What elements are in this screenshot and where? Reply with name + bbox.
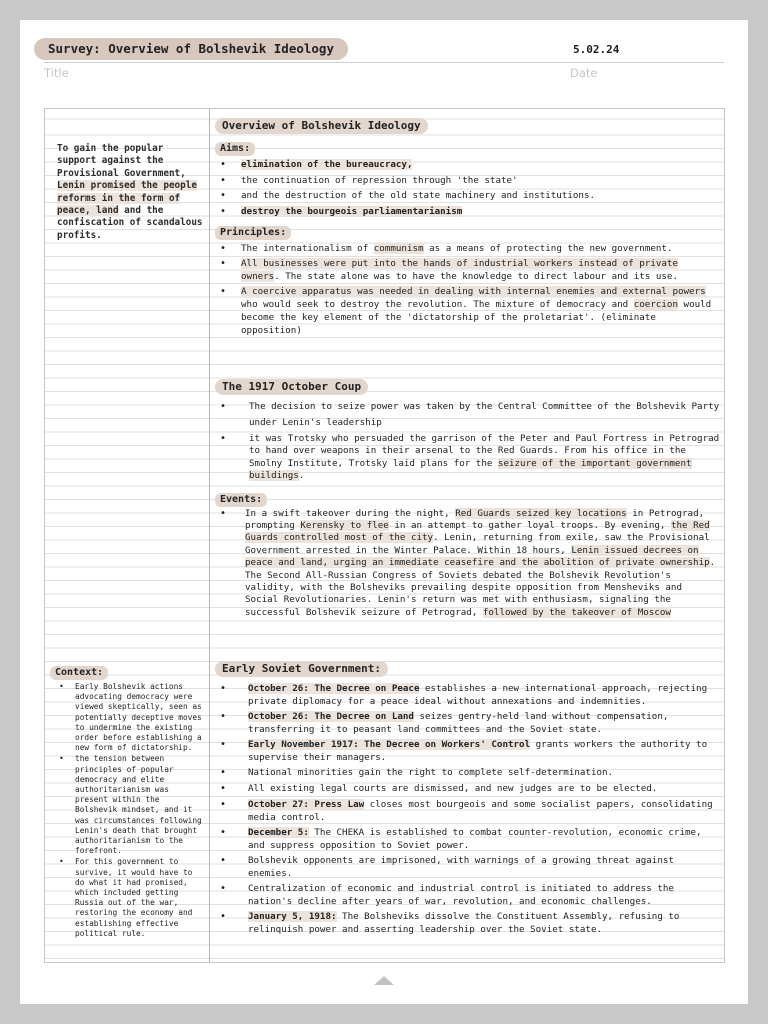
cue-note-text-3: and the confiscation of scandalous profits. [57, 205, 203, 241]
government-item: • Bolshevik opponents are imprisoned, with warnings of a growing threat against enemies. [215, 854, 720, 880]
section-heading-coup: The 1917 October Coup [215, 379, 368, 395]
aims-label: Aims: [215, 142, 255, 156]
page-title: Survey: Overview of Bolshevik Ideology [34, 38, 348, 60]
principles-label: Principles: [215, 226, 291, 240]
date-field-label: Date [570, 66, 598, 80]
government-item: • October 26: The Decree on Peace establishes a new international approach, rejecting private diplomacy for a peace ideal without annexations and indemnities. [215, 682, 720, 708]
government-item: • January 5, 1918: The Bolsheviks dissolve the Constituent Assembly, refusing to relinquish power and asserting leadership over the Soviet state. [215, 910, 720, 936]
events-item: • In a swift takeover during the night, Red Guards seized key locations in Petrograd, prompting Kerensky to flee in an attempt to gather loyal troops. By evening, the Red Guards controlled most of the city. Lenin, returning from exile, saw the Provisional Government arrested in the Winter Palace. Within 18 hours, Lenin issued decrees on peace and land, urging an immediate ceasefire and the abolition of private ownership. The Second All-Russian Congress of Soviets debated the Bolshevik Revolution's validity, with the Bolsheviks prevailing despite opposition from Mensheviks and Social Revolutionaries. Lenin's return was met with enthusiasm, signaling the successful Bolshevik seizure of Petrograd, followed by the takeover of Moscow [215, 508, 720, 620]
section-heading-overview: Overview of Bolshevik Ideology [215, 118, 428, 134]
cue-note-highlight: Lenin promised the people reforms in the form of peace, land [57, 180, 197, 217]
government-item: • All existing legal courts are dismissed, and new judges are to be elected. [215, 782, 720, 795]
government-item: • October 26: The Decree on Land seizes gentry-held land without compensation, transferring it to peasant land committees and the Soviet state. [215, 710, 720, 736]
government-item: • National minorities gain the right to complete self-determination. [215, 766, 720, 779]
context-item: • For this government to survive, it would have to do what it had promised, which included getting Russia out of the war, restoring the economy and establishing effective political rule. [53, 857, 203, 939]
principles-item: • All businesses were put into the hands of industrial workers instead of private owners. The state alone was to have the knowledge to direct labour and its use. [215, 257, 720, 283]
context-item: • Early Bolshevik actions advocating democracy were viewed skeptically, seen as potentially deceptive moves to undermine the existing order before establishing a new form of dictatorship. [53, 682, 203, 753]
aims-item: • elimination of the bureaucracy, [215, 158, 720, 171]
section-context [53, 660, 203, 940]
coup-item: • The decision to seize power was taken by the Central Committee of the Bolshevik Party under Lenin's leadership [215, 399, 720, 431]
events-list [215, 508, 720, 620]
aims-item: • the continuation of repression through 'the state' [215, 174, 720, 187]
government-item: • October 27: Press Law closes most bourgeois and some socialist papers, consolidating media control. [215, 798, 720, 824]
section-heading-soviet-government: Early Soviet Government: [215, 661, 388, 677]
section-overview [215, 114, 720, 339]
government-item: • Early November 1917: The Decree on Workers' Control grants workers the authority to supervise their managers. [215, 738, 720, 764]
coup-item: • it was Trotsky who persuaded the garrison of the Peter and Paul Fortress in Petrograd to hand over weapons in their arsenal to the Red Guards. From his office in the Smolny Institute, Trotsky laid plans for the seizure of the important government buildings. [215, 433, 720, 483]
title-field-label: Title [44, 66, 69, 80]
section-october-coup [215, 375, 720, 619]
aims-item: • destroy the bourgeois parliamentarianism [215, 205, 720, 218]
notebook-page [20, 20, 748, 1004]
cue-note-text-1: To gain the popular support against the Provisional Government, [57, 143, 186, 179]
margin-divider [209, 109, 210, 962]
cornell-notes-sheet [44, 108, 725, 963]
aims-item: • and the destruction of the old state machinery and institutions. [215, 189, 720, 202]
context-label: Context: [50, 666, 108, 680]
principles-item: • A coercive apparatus was needed in dealing with internal enemies and external powers who would seek to destroy the revolution. The mixture of democracy and coercion would become the key element of the 'dictatorship of the proletariat'. (eliminate opposition) [215, 285, 720, 337]
header-rule [44, 62, 724, 63]
events-label: Events: [215, 493, 267, 507]
context-list [53, 682, 203, 939]
principles-list [215, 242, 720, 337]
cue-note-popular-support [57, 143, 205, 242]
government-item: • Centralization of economic and industrial control is initiated to address the nation's decline after years of war, revolution, and economic challenges. [215, 882, 720, 908]
aims-list [215, 158, 720, 218]
principles-item: • The internationalism of communism as a means of protecting the new government. [215, 242, 720, 255]
section-early-soviet-government [215, 657, 720, 938]
scroll-up-arrow-icon[interactable] [374, 976, 394, 985]
page-date: 5.02.24 [573, 43, 620, 56]
government-list [215, 682, 720, 936]
coup-list [215, 399, 720, 483]
context-item: • the tension between principles of popular democracy and elite authoritarianism was present within the Bolshevik mindset, and it was circumstances following Lenin's death that brought authoritarianism to the forefront. [53, 754, 203, 856]
government-item: • December 5: The CHEKA is established to combat counter-revolution, economic crime, and suppress opposition to Soviet power. [215, 826, 720, 852]
